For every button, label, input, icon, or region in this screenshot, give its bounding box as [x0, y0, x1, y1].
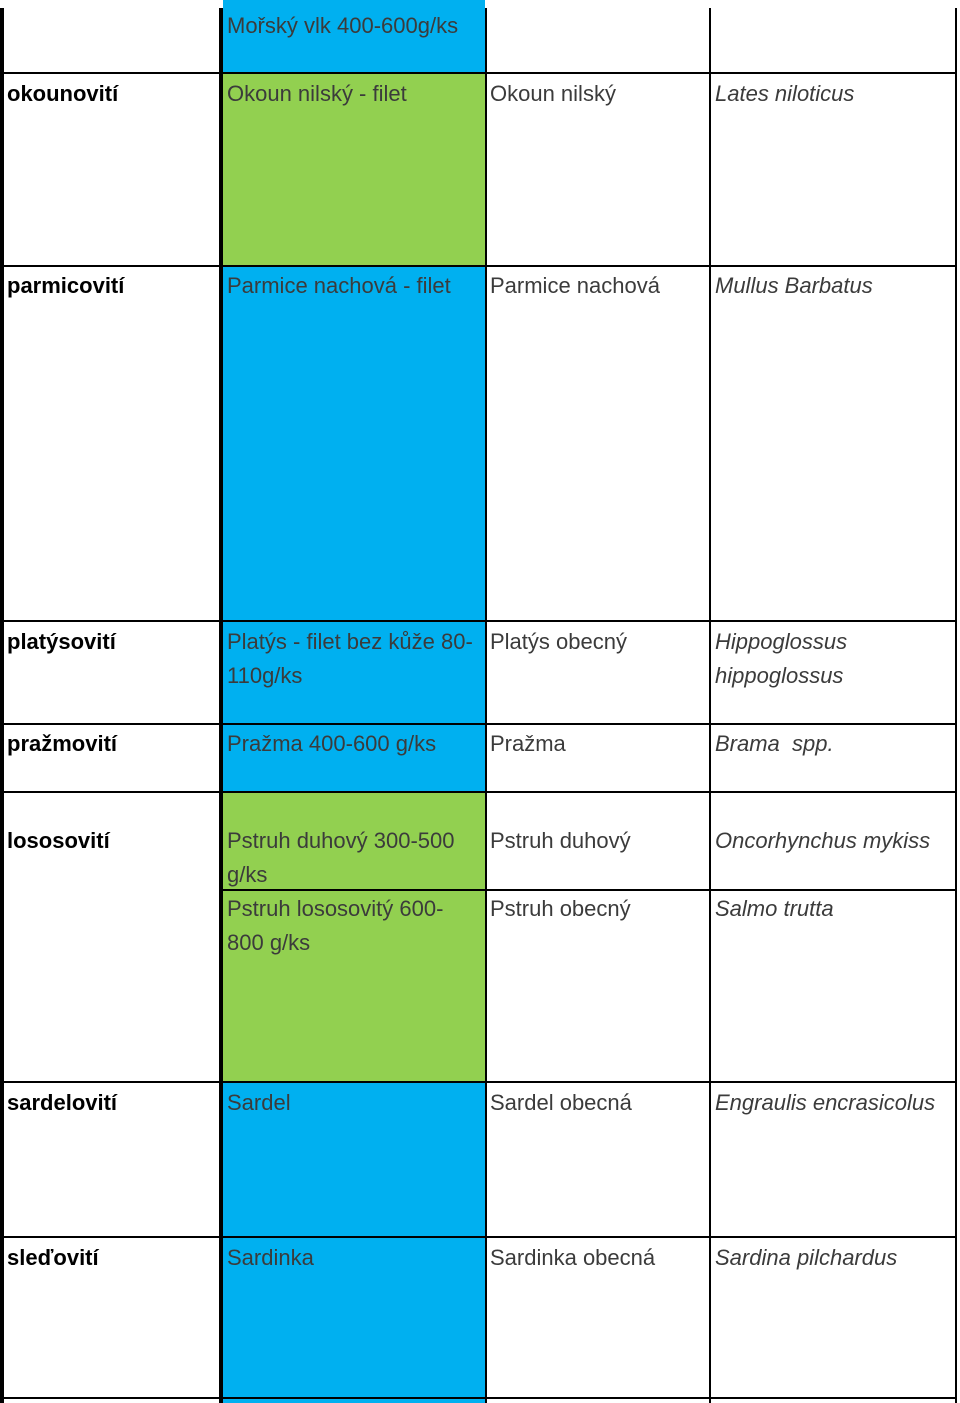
- family-cell: parmicovití: [7, 273, 125, 298]
- row-rule: [0, 1081, 957, 1083]
- family-cell: platýsovití: [7, 629, 116, 654]
- product-cell: Platýs - filet bez kůže 80-: [227, 629, 473, 654]
- row-rule: [0, 72, 957, 74]
- common-name-cell: Sardinka obecná: [490, 1245, 656, 1270]
- product-cell: g/ks: [227, 862, 268, 887]
- family-cell: sardelovití: [7, 1090, 118, 1115]
- product-band-blue: [223, 266, 485, 792]
- row-rule: [0, 1397, 957, 1399]
- family-cell: pražmovití: [7, 731, 118, 756]
- common-name-cell: Platýs obecný: [490, 629, 627, 654]
- column-rule: [955, 8, 957, 1403]
- column-rule: [0, 8, 4, 1403]
- family-cell: sleďovití: [7, 1245, 99, 1270]
- common-name-cell: Okoun nilský: [490, 81, 616, 106]
- row-rule: [0, 1236, 957, 1238]
- latin-name-cell: Engraulis encrasicolus: [715, 1090, 936, 1115]
- product-cell: Pražma 400-600 g/ks: [227, 731, 437, 756]
- common-name-cell: Pstruh duhový: [490, 828, 631, 853]
- row-rule: [0, 620, 957, 622]
- column-rule: [485, 8, 487, 1403]
- row-rule: [223, 889, 957, 891]
- product-cell: Pstruh lososovitý 600-: [227, 896, 444, 921]
- latin-name-cell: hippoglossus: [715, 663, 844, 688]
- common-name-cell: Pražma: [490, 731, 566, 756]
- product-cell: Pstruh duhový 300-500: [227, 828, 455, 853]
- latin-name-cell: Mullus Barbatus: [715, 273, 873, 298]
- product-cell: Okoun nilský - filet: [227, 81, 407, 106]
- latin-name-cell: Sardina pilchardus: [715, 1245, 898, 1270]
- product-cell: 110g/ks: [227, 663, 303, 688]
- row-rule: [0, 791, 957, 793]
- family-cell: okounovití: [7, 81, 119, 106]
- row-rule: [0, 265, 957, 267]
- column-rule: [219, 8, 223, 1403]
- latin-name-cell: Salmo trutta: [715, 896, 834, 921]
- latin-name-cell: Lates niloticus: [715, 81, 855, 106]
- family-cell: lososovití: [7, 828, 110, 853]
- product-cell: Parmice nachová - filet: [227, 273, 451, 298]
- common-name-cell: Sardel obecná: [490, 1090, 632, 1115]
- product-cell: Sardel: [227, 1090, 291, 1115]
- column-rule: [709, 8, 711, 1403]
- product-cell: 800 g/ks: [227, 930, 311, 955]
- latin-name-cell: Hippoglossus: [715, 629, 848, 654]
- common-name-cell: Pstruh obecný: [490, 896, 631, 921]
- latin-name-cell: Brama spp.: [715, 731, 834, 756]
- product-cell: Sardinka: [227, 1245, 314, 1270]
- row-rule: [0, 723, 957, 725]
- product-cell: Mořský vlk 400-600g/ks: [227, 13, 459, 38]
- latin-name-cell: Oncorhynchus mykiss: [715, 828, 931, 853]
- common-name-cell: Parmice nachová: [490, 273, 660, 298]
